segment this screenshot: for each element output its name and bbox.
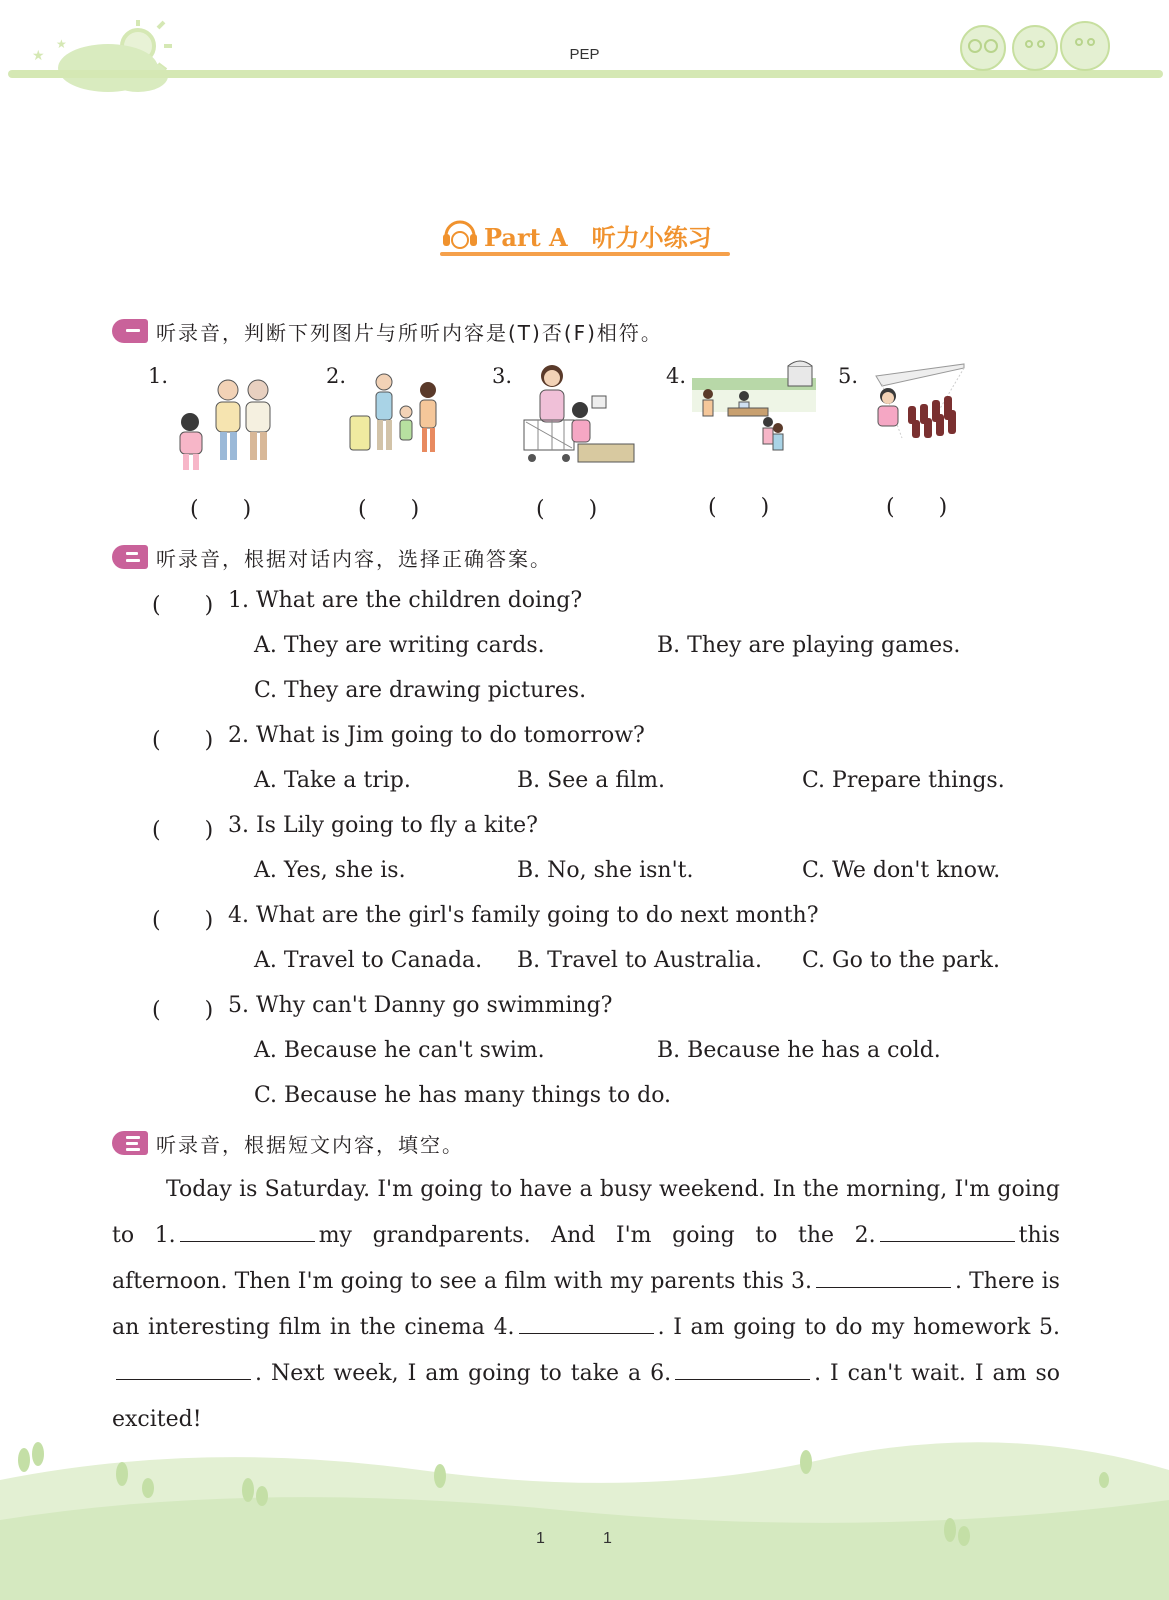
section1-heading bbox=[112, 316, 663, 346]
blank-5[interactable] bbox=[116, 1359, 251, 1380]
passage-text: . There is an interesting film in the cinema 4. bbox=[112, 1269, 1060, 1340]
supermarket-shopping-illustration bbox=[518, 362, 636, 474]
passage-text: . I can't wait. I am so excited! bbox=[112, 1361, 1060, 1432]
blank-4[interactable] bbox=[519, 1313, 654, 1334]
option-a: A. They are writing cards. bbox=[254, 633, 545, 658]
page-number-right: 1 bbox=[603, 1530, 612, 1547]
passage-text: . Next week, I am going to take a 6. bbox=[255, 1361, 672, 1386]
option-c: C. Go to the park. bbox=[802, 948, 1000, 973]
answer-paren[interactable]: ( ) bbox=[152, 818, 214, 843]
blank-6[interactable] bbox=[675, 1359, 810, 1380]
page-number-left: 1 bbox=[536, 1530, 545, 1547]
section3-badge bbox=[112, 1131, 148, 1155]
option-b: B. No, she isn't. bbox=[517, 858, 694, 883]
picture-number: 3. bbox=[492, 364, 513, 388]
option-a: A. Travel to Canada. bbox=[254, 948, 483, 973]
option-a: A. Take a trip. bbox=[254, 768, 411, 793]
option-c: C. Prepare things. bbox=[802, 768, 1005, 793]
section3-heading bbox=[112, 1128, 464, 1158]
section2-instruction: 听录音，根据对话内容，选择正确答案。 bbox=[156, 546, 552, 571]
option-b: B. Travel to Australia. bbox=[517, 948, 763, 973]
picture-number: 2. bbox=[326, 364, 347, 388]
passage-text: Today is Saturday. I'm going to have a busy weekend. In the morning, I'm going to 1. bbox=[112, 1177, 1060, 1248]
section2-badge bbox=[112, 545, 148, 569]
section1-instruction: 听录音，判断下列图片与所听内容是(T)否(F)相符。 bbox=[156, 320, 663, 345]
answer-paren[interactable]: ( ) bbox=[152, 728, 214, 753]
answer-paren[interactable]: ( ) bbox=[190, 497, 252, 522]
svg-text:★: ★ bbox=[32, 48, 45, 64]
grandparents-girl-illustration bbox=[170, 370, 285, 475]
answer-paren[interactable]: ( ) bbox=[152, 908, 214, 933]
option-c: C. We don't know. bbox=[802, 858, 1001, 883]
part-title-text: Part A 听力小练习 bbox=[484, 223, 712, 252]
option-b: B. They are playing games. bbox=[657, 633, 961, 658]
headphones-icon bbox=[440, 212, 480, 254]
green-hills-footer bbox=[0, 1440, 1169, 1600]
passage-text: . I am going to do my homework 5. bbox=[657, 1315, 1060, 1340]
answer-paren[interactable]: ( ) bbox=[152, 593, 214, 618]
section3-instruction: 听录音，根据短文内容，填空。 bbox=[156, 1132, 464, 1157]
blank-1[interactable] bbox=[180, 1221, 315, 1242]
blank-2[interactable] bbox=[880, 1221, 1015, 1242]
answer-paren[interactable]: ( ) bbox=[536, 497, 598, 522]
passage-text: my grandparents. And I'm going to the 2. bbox=[318, 1223, 876, 1248]
option-c: C. They are drawing pictures. bbox=[254, 678, 587, 703]
series-label: PEP bbox=[569, 46, 600, 63]
option-a: A. Because he can't swim. bbox=[254, 1038, 545, 1063]
part-title-underline bbox=[440, 252, 730, 256]
option-c: C. Because he has many things to do. bbox=[254, 1083, 672, 1108]
park-scene-illustration bbox=[692, 362, 816, 458]
animal-mascots-decoration bbox=[955, 12, 1125, 76]
svg-text:★: ★ bbox=[56, 37, 67, 51]
picture-number: 1. bbox=[148, 364, 169, 388]
question-text: 1. What are the children doing? bbox=[228, 588, 583, 613]
question-text: 2. What is Jim going to do tomorrow? bbox=[228, 723, 645, 748]
question-text: 5. Why can't Danny go swimming? bbox=[228, 993, 613, 1018]
question-text: 3. Is Lily going to fly a kite? bbox=[228, 813, 538, 838]
answer-paren[interactable]: ( ) bbox=[358, 497, 420, 522]
answer-paren[interactable]: ( ) bbox=[152, 998, 214, 1023]
section1-badge bbox=[112, 319, 148, 343]
option-b: B. See a film. bbox=[517, 768, 665, 793]
family-travel-illustration bbox=[346, 372, 446, 460]
question-text: 4. What are the girl's family going to do next month? bbox=[228, 903, 819, 928]
picture-number: 5. bbox=[838, 364, 859, 388]
part-title bbox=[440, 212, 740, 262]
cinema-audience-illustration bbox=[872, 362, 968, 446]
answer-paren[interactable]: ( ) bbox=[886, 495, 948, 520]
picture-number: 4. bbox=[666, 364, 687, 388]
fill-in-passage bbox=[112, 1167, 1060, 1443]
option-b: B. Because he has a cold. bbox=[657, 1038, 941, 1063]
section2-heading bbox=[112, 542, 552, 572]
answer-paren[interactable]: ( ) bbox=[708, 495, 770, 520]
passage-text: this afternoon. Then I'm going to see a film with my parents this 3. bbox=[112, 1223, 1060, 1294]
option-a: A. Yes, she is. bbox=[254, 858, 406, 883]
blank-3[interactable] bbox=[816, 1267, 951, 1288]
sun-cloud-decoration bbox=[32, 28, 188, 102]
